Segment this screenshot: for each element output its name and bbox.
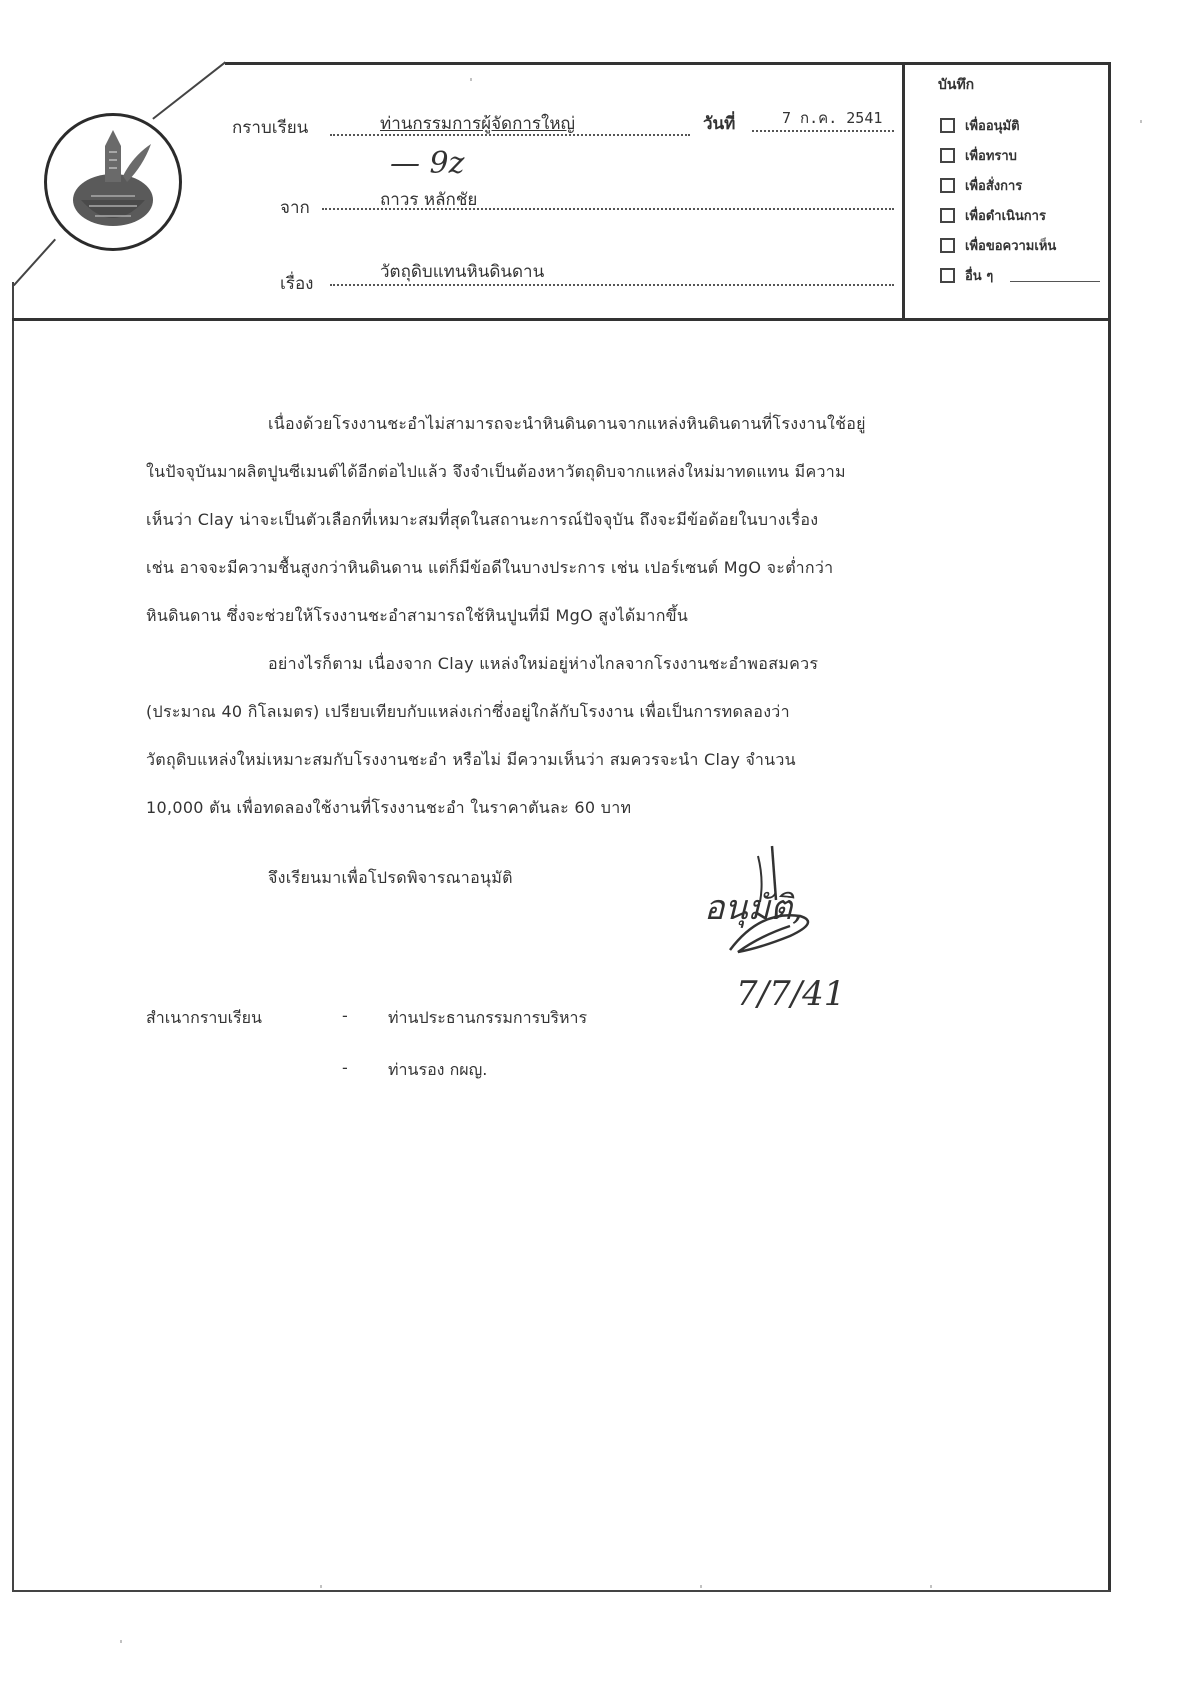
date-dotline: [752, 130, 894, 132]
body-paragraph-1-line-3: เห็นว่า Clay น่าจะเป็นตัวเลือกที่เหมาะสมที่สุดในสถานะการณ์ปัจจุบัน ถึงจะมีข้อด้อยในบางเรื่อง: [146, 510, 819, 529]
frame-corner-bottom: [13, 239, 56, 286]
checkbox-for-order[interactable]: [940, 175, 1022, 196]
notes-panel-divider: [902, 62, 905, 320]
notes-panel-title: บันทึก: [938, 77, 975, 93]
checkbox-icon[interactable]: [940, 238, 955, 253]
closing-line: จึงเรียนมาเพื่อโปรดพิจารณาอนุมัติ: [268, 868, 513, 887]
subject-value: วัตถุดิบแทนหินดินดาน: [380, 262, 545, 282]
header-divider: [12, 318, 1111, 321]
scan-speck: [470, 78, 472, 81]
frame-left-border: [12, 282, 14, 1592]
body-paragraph-2-line-3: วัตถุดิบแหล่งใหม่เหมาะสมกับโรงงานชะอำ หรือไม่ มีความเห็นว่า สมควรจะนำ Clay จำนวน: [146, 750, 796, 769]
handwritten-initials: — 9z: [390, 146, 465, 181]
checkbox-icon[interactable]: [940, 148, 955, 163]
frame-corner-top: [152, 61, 226, 119]
checkbox-other[interactable]: [940, 265, 993, 286]
cc-item-2: ท่านรอง กผญ.: [388, 1060, 488, 1079]
approval-handwriting: อนุมัติ,: [704, 888, 803, 928]
to-value: ท่านกรรมการผู้จัดการใหญ่: [380, 114, 576, 134]
checkbox-label: เพื่อดำเนินการ: [965, 209, 1046, 224]
body-paragraph-1-line-1: เนื่องด้วยโรงงานชะอำไม่สามารถจะนำหินดินดานจากแหล่งหินดินดานที่โรงงานใช้อยู่: [268, 414, 866, 433]
cc-item-1: ท่านประธานกรรมการบริหาร: [388, 1008, 588, 1027]
checkbox-icon[interactable]: [940, 178, 955, 193]
cc-dash-2: -: [342, 1058, 348, 1077]
body-paragraph-1-line-5: หินดินดาน ซึ่งจะช่วยให้โรงงานชะอำสามารถใช้หินปูนที่มี MgO สูงได้มากขึ้น: [146, 606, 689, 625]
checkbox-for-approval[interactable]: [940, 115, 1020, 136]
cc-label: สำเนากราบเรียน: [146, 1008, 262, 1027]
scan-speck: [320, 1585, 322, 1588]
checkbox-icon[interactable]: [940, 118, 955, 133]
checkbox-label: เพื่อสั่งการ: [965, 179, 1023, 194]
other-fill-line: [1010, 281, 1100, 282]
scan-speck: [120, 1640, 122, 1643]
body-paragraph-1-line-2: ในปัจจุบันมาผลิตปูนซีเมนต์ได้อีกต่อไปแล้ว จึงจำเป็นต้องหาวัตถุดิบจากแหล่งใหม่มาทดแทน มีความ: [146, 462, 846, 481]
from-value: ถาวร หลักชัย: [380, 190, 478, 210]
subject-label: เรื่อง: [280, 274, 314, 294]
body-paragraph-2-line-2: (ประมาณ 40 กิโลเมตร) เปรียบเทียบกับแหล่งเก่าซึ่งอยู่ใกล้กับโรงงาน เพื่อเป็นการทดลองว่า: [146, 702, 790, 721]
scan-speck: [700, 1585, 702, 1588]
body-paragraph-2-line-4: 10,000 ตัน เพื่อทดลองใช้งานที่โรงงานชะอำ ในราคาตันละ 60 บาท: [146, 798, 632, 817]
scan-speck: [930, 1585, 932, 1588]
checkbox-label: เพื่อทราบ: [965, 149, 1017, 164]
checkbox-label: อื่น ๆ: [965, 269, 994, 284]
company-logo: [44, 113, 182, 251]
frame-top-border: [225, 62, 1110, 65]
signature-scribble-icon: [690, 840, 830, 980]
frame-right-border: [1108, 62, 1111, 1592]
date-label: วันที่: [703, 114, 736, 134]
checkbox-for-information[interactable]: [940, 145, 1017, 166]
date-value: 7 ก.ค. 2541: [782, 109, 883, 127]
from-label: จาก: [280, 198, 310, 218]
checkbox-icon[interactable]: [940, 268, 955, 283]
checkbox-for-action[interactable]: [940, 205, 1046, 226]
frame-bottom-border: [12, 1590, 1111, 1592]
lotus-emblem-icon: [61, 126, 165, 238]
body-paragraph-1-line-4: เช่น อาจจะมีความชื้นสูงกว่าหินดินดาน แต่ก็มีข้อดีในบางประการ เช่น เปอร์เซนต์ MgO จะต่ำกว่า: [146, 558, 834, 577]
approval-date-handwriting: 7/7/41: [736, 974, 846, 1014]
body-paragraph-2-line-1: อย่างไรก็ตาม เนื่องจาก Clay แหล่งใหม่อยู่ห่างไกลจากโรงงานชะอำพอสมควร: [268, 654, 819, 673]
checkbox-label: เพื่ออนุมัติ: [965, 119, 1020, 134]
to-label: กราบเรียน: [232, 118, 309, 138]
cc-dash-1: -: [342, 1006, 348, 1025]
checkbox-for-opinion[interactable]: [940, 235, 1056, 256]
checkbox-label: เพื่อขอความเห็น: [965, 239, 1057, 254]
scan-speck: [1140, 120, 1142, 123]
checkbox-icon[interactable]: [940, 208, 955, 223]
